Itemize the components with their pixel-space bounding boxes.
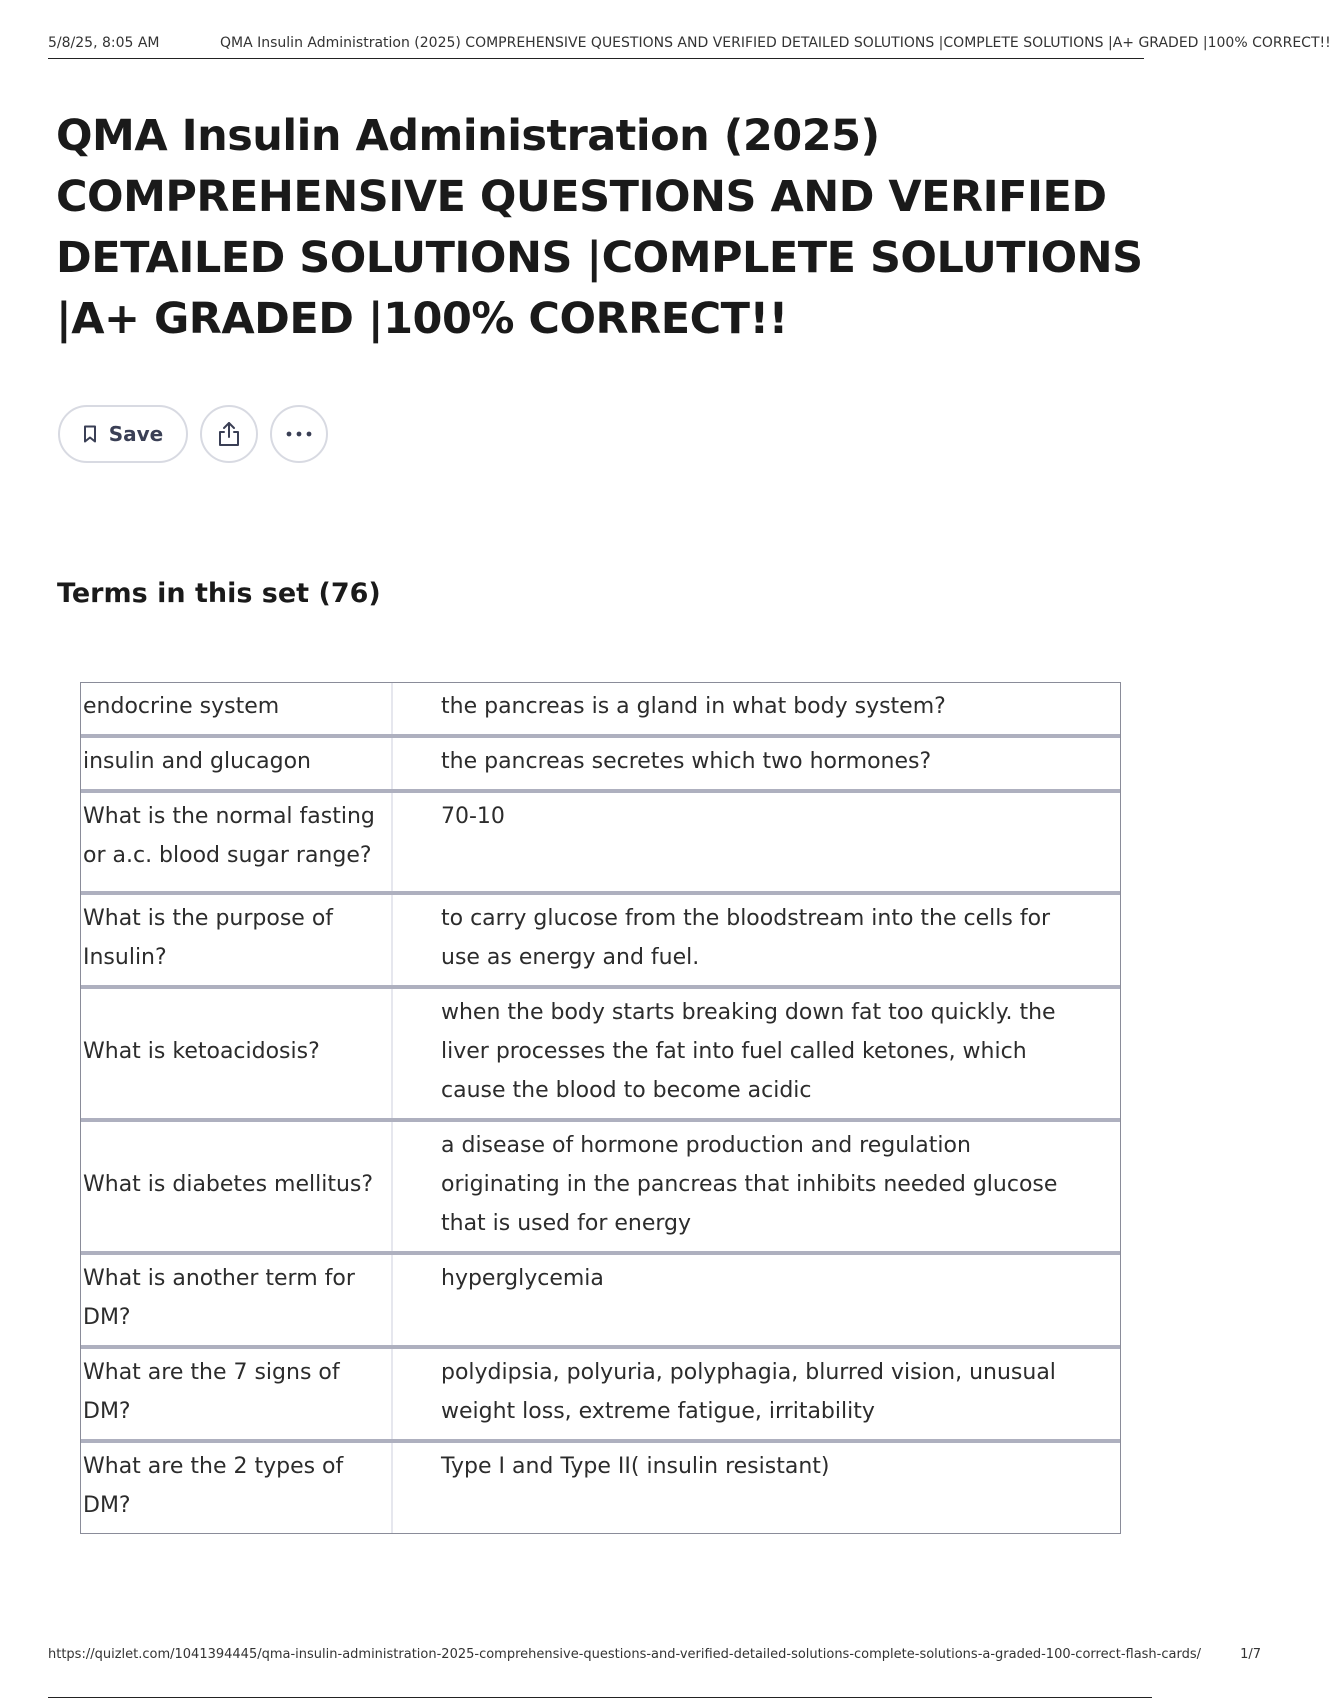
print-document-title: QMA Insulin Administration (2025) COMPREHENSIVE QUESTIONS AND VERIFIED DETAILED SOLUTIONS |COMPLETE SOLUTIONS |A+ GRADED |100% CORRECT!! [220,35,1331,51]
definition-cell: when the body starts breaking down fat too quickly. the liver processes the fat into fuel called ketones, which cause the blood to become acidic [441,1000,1056,1103]
table-row [81,789,1120,891]
definition-cell: the pancreas secretes which two hormones? [441,749,932,774]
term-cell: endocrine system [81,683,393,734]
action-bar [58,405,328,463]
table-row [81,1251,1120,1345]
table-row [81,1118,1120,1251]
term-cell: What is ketoacidosis? [81,989,393,1118]
terms-table [80,682,1121,1534]
term-cell: What are the 7 signs of DM? [81,1349,393,1439]
term-cell: What is the normal fasting or a.c. blood sugar range? [81,793,393,891]
term-cell: What are the 2 types of DM? [81,1443,393,1533]
definition-cell: hyperglycemia [441,1266,604,1291]
table-row [81,1345,1120,1439]
definition-cell: Type I and Type II( insulin resistant) [441,1454,830,1479]
bookmark-icon [83,425,97,443]
definition-cell: to carry glucose from the bloodstream into the cells for use as energy and fuel. [441,906,1051,970]
print-url[interactable]: https://quizlet.com/1041394445/qma-insulin-administration-2025-comprehensive-questions-and-verified-detailed-solutions-complete-solutions-a-graded-100-correct-flash-cards/ [48,1647,1202,1662]
term-cell: insulin and glucagon [81,738,393,789]
page-number: 1/7 [1240,1647,1262,1662]
more-options-button[interactable] [270,405,328,463]
page-title: QMA Insulin Administration (2025) COMPREHENSIVE QUESTIONS AND VERIFIED DETAILED SOLUTIONS |COMPLETE SOLUTIONS |A+ GRADED |100% CORRECT!! [56,111,1143,344]
table-row [81,891,1120,985]
share-button[interactable] [200,405,258,463]
more-options-icon [286,431,312,437]
definition-cell: the pancreas is a gland in what body system? [441,694,946,719]
share-icon [217,421,241,447]
save-button-label: Save [108,422,164,446]
term-cell: What is another term for DM? [81,1255,393,1345]
table-row [81,985,1120,1118]
table-row [81,1439,1120,1533]
definition-cell: a disease of hormone production and regulation originating in the pancreas that inhibits needed glucose that is used for energy [441,1133,1058,1236]
print-footer [48,1647,1262,1698]
term-cell: What is diabetes mellitus? [81,1122,393,1251]
term-cell: What is the purpose of Insulin? [81,895,393,985]
save-button[interactable] [58,405,188,463]
terms-heading: Terms in this set (76) [57,578,381,609]
table-row [81,683,1120,734]
print-date: 5/8/25, 8:05 AM [48,35,160,51]
definition-cell: 70-10 [441,804,505,829]
definition-cell: polydipsia, polyuria, polyphagia, blurred vision, unusual weight loss, extreme fatigue, irritability [441,1360,1056,1424]
table-row [81,734,1120,789]
print-header [48,28,1331,59]
